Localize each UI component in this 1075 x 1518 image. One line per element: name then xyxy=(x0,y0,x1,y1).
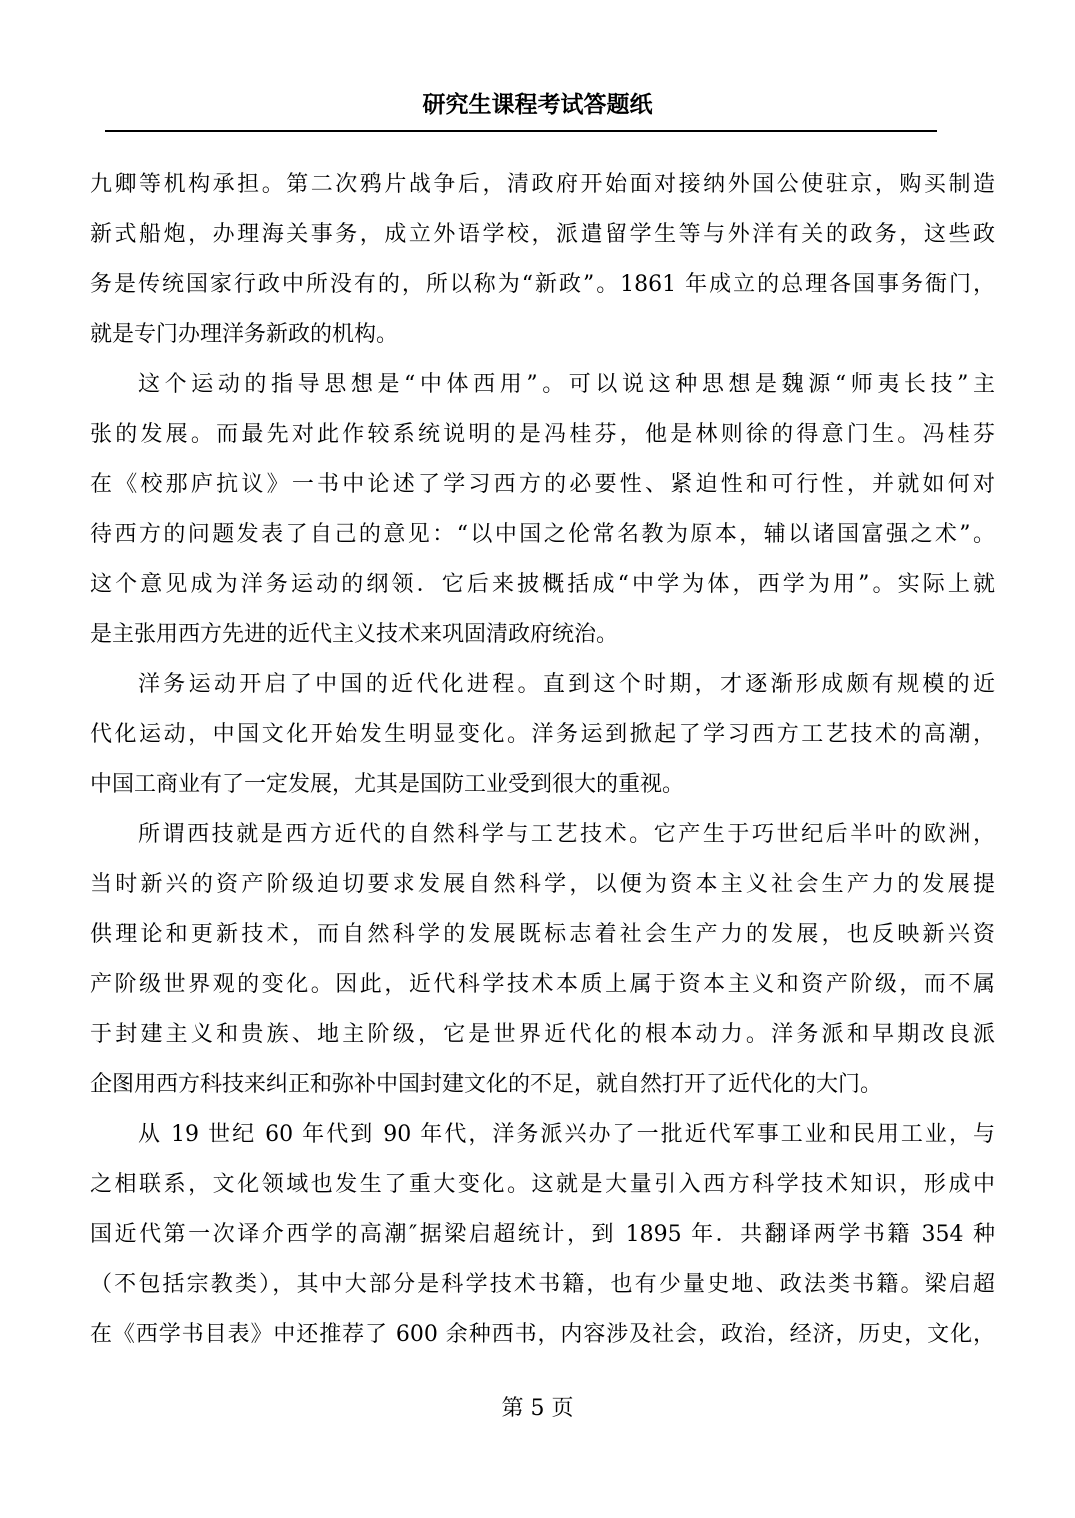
text-line: 在《校那庐抗议》一书中论述了学习西方的必要性、紧迫性和可行性，并就如何对 xyxy=(90,472,995,497)
text-line: （不包括宗教类），其中大部分是科学技术书籍，也有少量史地、政法类书籍。梁启超 xyxy=(90,1272,995,1297)
text-line: 这个意见成为洋务运动的纲领．它后来披概括成“中学为体，西学为用”。实际上就 xyxy=(90,572,995,597)
text-line: 产阶级世界观的变化。因此，近代科学技术本质上属于资本主义和资产阶级，而不属 xyxy=(90,972,995,997)
page-number: 第 5 页 xyxy=(501,1396,574,1421)
text-line: 九卿等机构承担。第二次鸦片战争后，清政府开始面对接纳外国公使驻京，购买制造 xyxy=(90,172,995,197)
text-line: 张的发展。而最先对此作较系统说明的是冯桂芬，他是林则徐的得意门生。冯桂芬 xyxy=(90,422,995,447)
text-line: 于封建主义和贵族、地主阶级，它是世界近代化的根本动力。洋务派和早期改良派 xyxy=(90,1022,995,1047)
body-text xyxy=(90,160,995,1360)
text-line: 这个运动的指导思想是“中体西用”。可以说这种思想是魏源“师夷长技”主 xyxy=(138,372,995,397)
text-line: 企图用西方科技来纠正和弥补中国封建文化的不足，就自然打开了近代化的大门。 xyxy=(90,1072,883,1097)
text-line: 待西方的问题发表了自己的意见：“以中国之伦常名教为原本，辅以诸国富强之术”。 xyxy=(90,522,995,547)
text-line: 就是专门办理洋务新政的机构。 xyxy=(90,322,399,347)
text-line: 是主张用西方先进的近代主义技术来巩固清政府统治。 xyxy=(90,622,619,647)
text-line: 新式船炮，办理海关事务，成立外语学校，派遣留学生等与外洋有关的政务，这些政 xyxy=(90,222,995,247)
text-line: 当时新兴的资产阶级迫切要求发展自然科学，以便为资本主义社会生产力的发展提 xyxy=(90,872,995,897)
text-line: 务是传统国家行政中所没有的，所以称为“新政”。1861 年成立的总理各国事务衙门， xyxy=(90,272,995,297)
text-line: 从 19 世纪 60 年代到 90 年代，洋务派兴办了一批近代军事工业和民用工业，与 xyxy=(138,1122,995,1147)
text-line: 在《西学书目表》中还推荐了 600 余种西书，内容涉及社会，政治，经济，历史，文化， xyxy=(90,1322,995,1347)
page-header-title: 研究生课程考试答题纸 xyxy=(422,92,653,118)
text-line: 代化运动，中国文化开始发生明显变化。洋务运到掀起了学习西方工艺技术的高潮， xyxy=(90,722,995,747)
text-line: 中国工商业有了一定发展，尤其是国防工业受到很大的重视。 xyxy=(90,772,685,797)
text-line: 所谓西技就是西方近代的自然科学与工艺技术。它产生于巧世纪后半叶的欧洲， xyxy=(138,822,995,847)
text-line: 洋务运动开启了中国的近代化进程。直到这个时期，才逐渐形成颇有规模的近 xyxy=(138,672,995,697)
text-line: 国近代第一次译介西学的高潮″据梁启超统计，到 1895 年．共翻译两学书籍 354 种 xyxy=(90,1222,995,1247)
header-divider xyxy=(105,130,937,132)
text-line: 供理论和更新技术，而自然科学的发展既标志着社会生产力的发展，也反映新兴资 xyxy=(90,922,995,947)
text-line: 之相联系，文化领域也发生了重大变化。这就是大量引入西方科学技术知识，形成中 xyxy=(90,1172,995,1197)
